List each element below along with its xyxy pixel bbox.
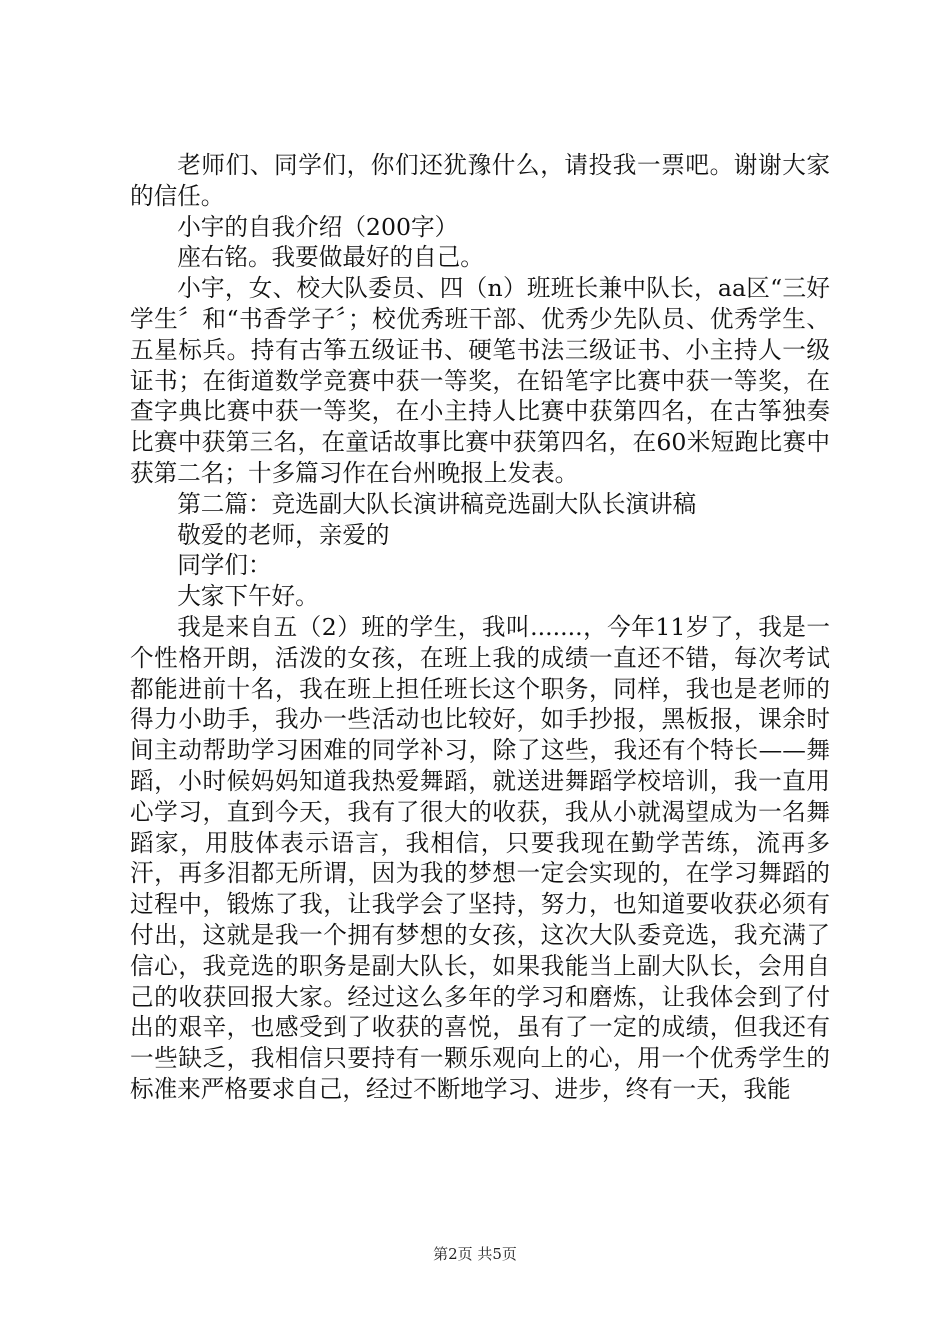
paragraph-section-title: 小宇的自我介绍（200字） xyxy=(177,212,459,241)
paragraph-closing-appeal: 老师们、同学们，你们还犹豫什么，请投我一票吧。谢谢大家的信任。 xyxy=(130,151,830,210)
paragraph-speech-body: 我是来自五（2）班的学生，我叫.......，今年11岁了，我是一个性格开朗，活泼的女孩，在班上我的成绩一直还不错，每次考试都能进前十名，我在班上担任班长这个职务，同样，我也是老师的得力小助手，我办一些活动也比较好，如手抄报，黑板报，课余时间主动帮助学习困难的同学补习，除了这些，我还有个特长——舞蹈，小时候妈妈知道我热爱舞蹈，就送进舞蹈学校培训，我一直用心学习，直到今天，我有了很大的收获，我从小就渴望成为一名舞蹈家，用肢体表示语言，我相信，只要我现在勤学苦练，流再多汗，再多泪都无所谓，因为我的梦想一定会实现的，在学习舞蹈的过程中，锻炼了我，让我学会了坚持，努力，也知道要收获必须有付出，这就是我一个拥有梦想的女孩，这次大队委竞选，我充满了信心，我竞选的职务是副大队长，如果我能当上副大队长，会用自己的收获回报大家。经过这么多年的学习和磨炼，让我体会到了付出的艰辛，也感受到了收获的喜悦，虽有了一定的成绩，但我还有一些缺乏，我相信只要持有一颗乐观向上的心，用一个优秀学生的标准来严格要求自己，经过不断地学习、进步，终有一天，我能 xyxy=(130,612,830,1103)
paragraph-salutation: 敬爱的老师，亲爱的 xyxy=(177,520,390,549)
paragraph-salutation-continued: 同学们： xyxy=(177,551,272,580)
page-number-footer: 第2页 共5页 xyxy=(433,1245,517,1263)
document-body xyxy=(130,150,830,1105)
paragraph-self-introduction: 小宇，女、校大队委员、四（n）班班长兼中队长，aa区“三好学生〞和“书香学子〞；校优秀班干部、优秀少先队员、优秀学生、五星标兵。持有古筝五级证书、硬笔书法三级证书、小主持人一级证书；在街道数学竞赛中获一等奖，在铅笔字比赛中获一等奖，在查字典比赛中获一等奖，在小主持人比赛中获第四名，在古筝独奏比赛中获第三名，在童话故事比赛中获第四名，在60米短跑比赛中获第二名；十多篇习作在台州晚报上发表。 xyxy=(130,274,830,487)
paragraph-greeting: 大家下午好。 xyxy=(177,582,319,611)
paragraph-chapter-heading: 第二篇：竞选副大队长演讲稿竞选副大队长演讲稿 xyxy=(177,489,697,518)
paragraph-motto: 座右铭。我要做最好的自己。 xyxy=(177,243,484,272)
